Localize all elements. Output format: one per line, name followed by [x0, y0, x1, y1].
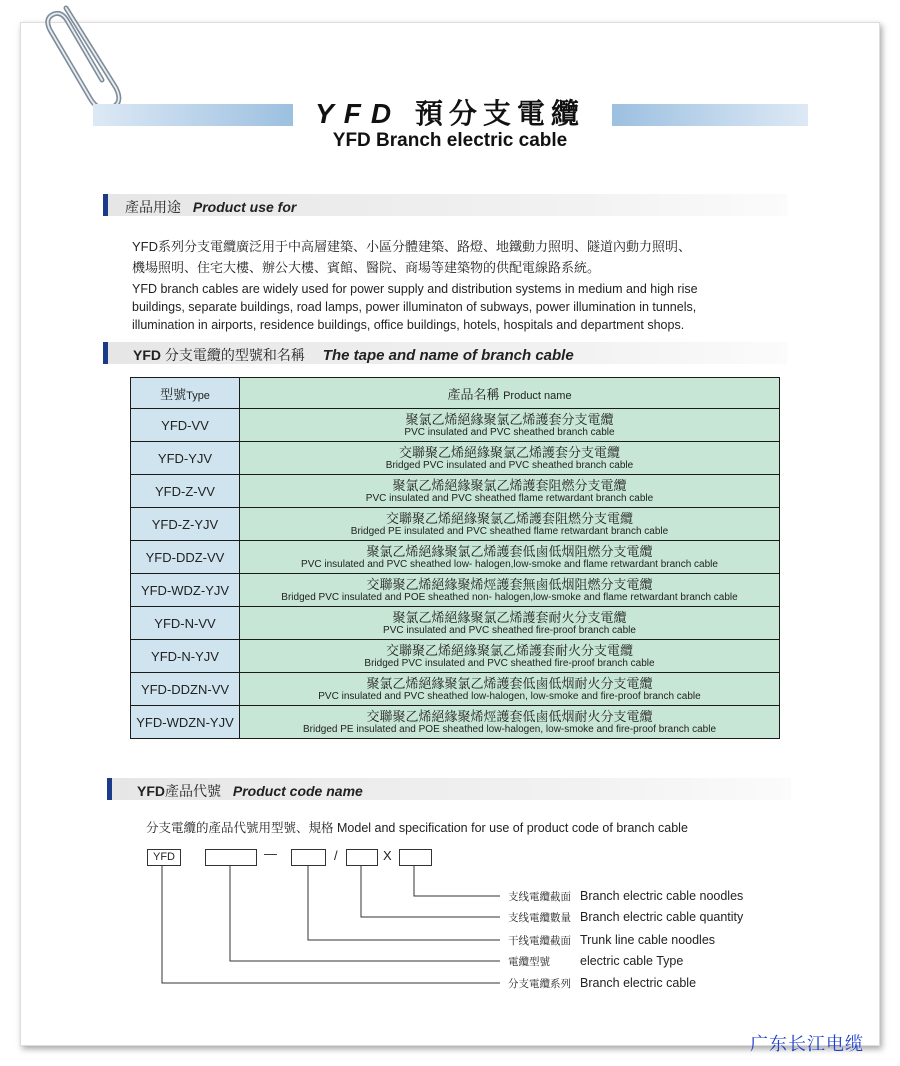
cell-name [240, 541, 780, 574]
cell-type: YFD-WDZN-YJV [131, 706, 240, 739]
section-title-zh: 產品用途 [125, 199, 181, 215]
code-label-en: Branch electric cable [580, 976, 697, 990]
title-brand: YFD [315, 98, 402, 129]
table-row [131, 409, 780, 442]
cell-name [240, 409, 780, 442]
cell-type: YFD-YJV [131, 442, 240, 475]
cell-name [240, 673, 780, 706]
cell-name [240, 706, 780, 739]
code-label-series [508, 976, 696, 991]
code-box-series [147, 849, 181, 866]
code-label-branch-section [508, 889, 743, 904]
name-en: PVC insulated and PVC sheathed low-halogen, low-smoke and fire-proof branch cable [318, 690, 701, 702]
name-en: Bridged PVC insulated and POE sheathed non- halogen,low-smoke and flame retwardant branch cable [281, 591, 738, 603]
table-header-row [131, 378, 780, 409]
table-row [131, 706, 780, 739]
page-title-en: YFD Branch electric cable [332, 130, 568, 151]
section-marker [107, 778, 112, 800]
name-en: Bridged PE insulated and POE sheathed low-halogen, low-smoke and fire-proof branch cable [302, 723, 717, 735]
section-header-product-code [107, 778, 791, 800]
name-zh: 交聯聚乙烯絕緣聚氯乙烯護套阻燃分支電纜 [385, 510, 633, 526]
code-box-branch [399, 849, 432, 866]
header-name-en: Product name [503, 389, 572, 402]
code-label-trunk-section [508, 933, 715, 948]
code-label-en: electric cable Type [580, 954, 684, 968]
table-row [131, 508, 780, 541]
section-marker [103, 194, 108, 216]
section-title-zh: 分支電纜的型號和名稱 [164, 347, 305, 363]
name-zh: 交聯聚乙烯絕緣聚烯烴護套低鹵低烟耐火分支電纜 [366, 708, 653, 724]
para-en-line: illumination in airports, residence buildings, office buildings, hotels, hospitals and department shops. [132, 318, 685, 332]
cell-name [240, 475, 780, 508]
section-marker [103, 342, 108, 364]
section-header-product-use [103, 194, 787, 216]
table-row [131, 607, 780, 640]
cell-name [240, 508, 780, 541]
table-row [131, 475, 780, 508]
cell-type: YFD-DDZN-VV [131, 673, 240, 706]
section-header-type-name [103, 342, 787, 364]
cell-type: YFD-N-YJV [131, 640, 240, 673]
name-zh: 交聯聚乙烯絕緣聚氯乙烯護套耐火分支電纜 [385, 642, 633, 658]
table-row [131, 442, 780, 475]
product-use-en [132, 280, 698, 334]
name-en: Bridged PVC insulated and PVC sheathed branch cable [385, 459, 634, 471]
header-type-en: Type [186, 389, 210, 402]
code-intro-zh: 分支電纜的產品代號用型號、規格 [146, 821, 334, 835]
header-type-zh: 型號 [160, 386, 187, 402]
code-slash: / [334, 848, 338, 863]
cell-name [240, 640, 780, 673]
name-en: PVC insulated and PVC sheathed fire-proof branch cable [383, 624, 636, 636]
code-times: X [383, 848, 392, 863]
name-en: PVC insulated and PVC sheathed branch cable [404, 426, 615, 438]
header-name-zh: 產品名稱 [447, 386, 500, 402]
code-label-branch-quantity [508, 910, 743, 925]
section-title-en: The tape and name of branch cable [322, 347, 574, 364]
table-row [131, 574, 780, 607]
code-label-zh: 分支電纜系列 [508, 978, 571, 990]
company-brand: 广东长江电缆 [750, 1034, 864, 1054]
code-label-cable-type [508, 954, 683, 969]
cell-type: YFD-DDZ-VV [131, 541, 240, 574]
cell-type: YFD-Z-YJV [131, 508, 240, 541]
header-name [240, 378, 780, 409]
code-label-zh: 電纜型號 [508, 956, 550, 968]
code-intro [146, 818, 688, 836]
code-intro-en: Model and specification for use of product code of branch cable [337, 821, 688, 835]
para-zh-line: 機場照明、住宅大樓、辦公大樓、賓館、醫院、商場等建築物的供配電線路系統。 [132, 260, 601, 275]
code-box-type [205, 849, 257, 866]
cell-name [240, 574, 780, 607]
header-type [131, 378, 240, 409]
section-title-zh: 產品代號 [165, 783, 221, 799]
cell-type: YFD-Z-VV [131, 475, 240, 508]
title-zh-text: 預分支電纜 [414, 98, 585, 129]
cell-type: YFD-VV [131, 409, 240, 442]
code-box-series-label: YFD [153, 851, 175, 863]
table-row [131, 673, 780, 706]
cable-type-table [130, 377, 780, 739]
cell-type: YFD-WDZ-YJV [131, 574, 240, 607]
section-brand: YFD [137, 783, 165, 799]
code-label-en: Trunk line cable noodles [580, 933, 716, 947]
name-en: PVC insulated and PVC sheathed flame retwardant branch cable [365, 492, 654, 504]
code-box-trunk [291, 849, 326, 866]
product-use-zh [132, 236, 691, 278]
code-box-quantity [346, 849, 378, 866]
section-brand: YFD [133, 347, 161, 363]
name-zh: 聚氯乙烯絕緣聚氯乙烯護套阻燃分支電纜 [392, 477, 627, 493]
code-label-en: Branch electric cable noodles [580, 889, 744, 903]
cell-name [240, 442, 780, 475]
code-dash: — [264, 846, 277, 861]
para-en-line: YFD branch cables are widely used for power supply and distribution systems in medium and high rise [132, 282, 698, 296]
cell-type: YFD-N-VV [131, 607, 240, 640]
name-zh: 聚氯乙烯絕緣聚氯乙烯護套低鹵低烟阻燃分支電纜 [366, 543, 653, 559]
cell-name [240, 607, 780, 640]
name-zh: 聚氯乙烯絕緣聚氯乙烯護套耐火分支電纜 [392, 609, 627, 625]
name-zh: 交聯聚乙烯絕緣聚氯乙烯護套分支電纜 [398, 444, 620, 460]
name-en: Bridged PVC insulated and PVC sheathed fire-proof branch cable [364, 657, 655, 669]
table-row [131, 640, 780, 673]
section-title-en: Product use for [192, 199, 297, 215]
code-label-en: Branch electric cable quantity [580, 910, 744, 924]
code-label-zh: 干线電纜截面 [508, 935, 571, 947]
code-label-zh: 支线電纜截面 [508, 891, 571, 903]
section-title-en: Product code name [232, 783, 363, 799]
table-row [131, 541, 780, 574]
para-en-line: buildings, separate buildings, road lamps, power illuminaton of subways, power illumination in tunnels, [132, 300, 697, 314]
name-zh: 聚氯乙烯絕緣聚氯乙烯護套分支電纜 [405, 411, 614, 427]
page-title-zh [0, 92, 900, 132]
name-en: PVC insulated and PVC sheathed low- halogen,low-smoke and flame retwardant branch cable [301, 558, 718, 570]
para-zh-line: YFD系列分支電纜廣泛用于中高層建築、小區分體建築、路燈、地鐵動力照明、隧道內動力照明、 [132, 239, 692, 254]
name-en: Bridged PE insulated and PVC sheathed flame retwardant branch cable [350, 525, 669, 537]
name-zh: 交聯聚乙烯絕緣聚烯烴護套無鹵低烟阻燃分支電纜 [366, 576, 653, 592]
name-zh: 聚氯乙烯絕緣聚氯乙烯護套低鹵低烟耐火分支電纜 [366, 675, 653, 691]
code-label-zh: 支线電纜數量 [508, 912, 571, 924]
